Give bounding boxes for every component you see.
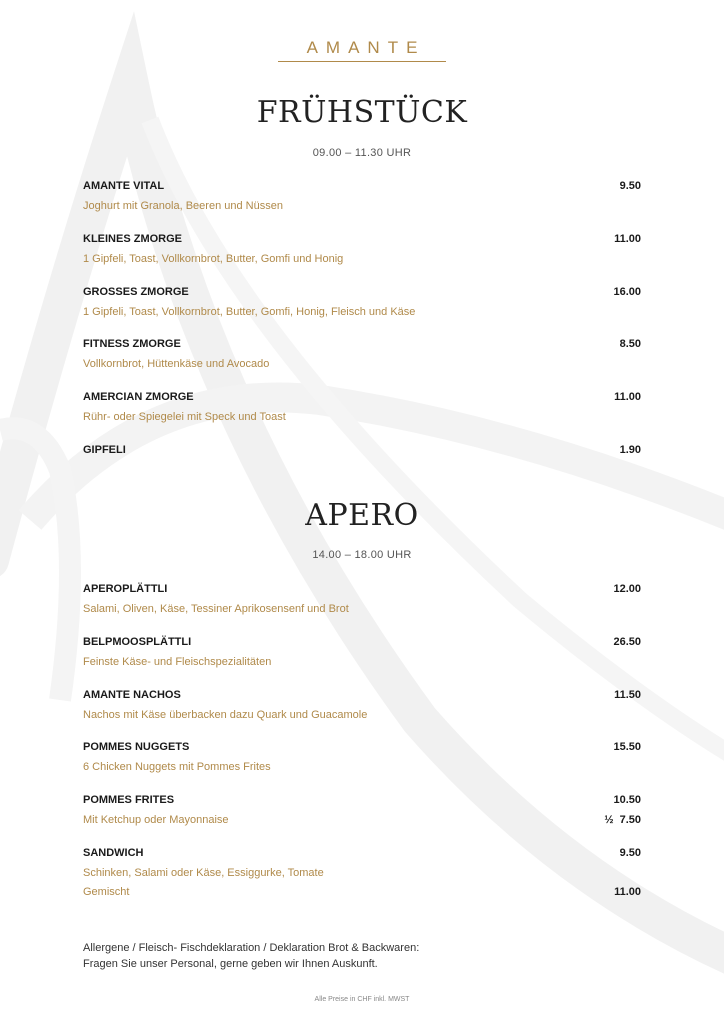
- half-price-value: 7.50: [619, 814, 641, 826]
- breakfast-title: FRÜHSTÜCK: [256, 95, 468, 130]
- item-name: APEROPLÄTTLI: [83, 583, 168, 595]
- item-price: 26.50: [613, 636, 641, 648]
- item-price: 1.90: [619, 444, 641, 456]
- item-price: 10.50: [613, 794, 641, 806]
- item-price: 9.50: [619, 180, 641, 192]
- apero-title: APERO: [305, 498, 419, 533]
- item-variant-price: 11.00: [614, 886, 641, 898]
- item-description: 1 Gipfeli, Toast, Vollkornbrot, Butter, Gomfi und Honig: [83, 253, 344, 265]
- item-name: AMANTE NACHOS: [83, 689, 181, 701]
- item-name: POMMES FRITES: [83, 794, 175, 806]
- item-description: Vollkornbrot, Hüttenkäse und Avocado: [83, 358, 270, 370]
- item-description: 6 Chicken Nuggets mit Pommes Frites: [83, 761, 271, 773]
- half-portion-symbol: ½: [604, 814, 614, 826]
- brand-logo: AMANTE: [306, 38, 426, 57]
- item-name: KLEINES ZMORGE: [83, 233, 183, 245]
- allergen-line-1: Allergene / Fleisch- Fischdeklaration / Deklaration Brot & Backwaren:: [83, 942, 420, 954]
- item-name: POMMES NUGGETS: [83, 741, 190, 753]
- item-variant-description: Gemischt: [83, 886, 130, 898]
- item-description: 1 Gipfeli, Toast, Vollkornbrot, Butter, Gomfi, Honig, Fleisch und Käse: [83, 306, 416, 318]
- item-description: Nachos mit Käse überbacken dazu Quark und Guacamole: [83, 709, 368, 721]
- item-name: AMANTE VITAL: [83, 180, 165, 192]
- item-description: Joghurt mit Granola, Beeren und Nüssen: [83, 200, 283, 212]
- item-description: Schinken, Salami oder Käse, Essiggurke, Tomate: [83, 867, 324, 879]
- item-description: Feinste Käse- und Fleischspezialitäten: [83, 656, 272, 668]
- allergen-notice: [83, 940, 419, 972]
- item-half-price: [604, 814, 641, 826]
- item-name: GIPFELI: [83, 444, 126, 456]
- item-price: 11.50: [614, 689, 641, 701]
- item-price: 9.50: [619, 847, 641, 859]
- item-price: 11.00: [614, 391, 641, 403]
- item-price: 8.50: [619, 338, 641, 350]
- item-price: 15.50: [613, 741, 641, 753]
- item-name: AMERCIAN ZMORGE: [83, 391, 194, 403]
- price-footnote: Alle Preise in CHF inkl. MWST: [314, 996, 410, 1003]
- item-description: Salami, Oliven, Käse, Tessiner Aprikosensenf und Brot: [83, 603, 349, 615]
- item-price: 11.00: [614, 233, 641, 245]
- breakfast-hours: 09.00 – 11.30 UHR: [312, 147, 412, 159]
- item-name: GROSSES ZMORGE: [83, 286, 189, 298]
- item-price: 16.00: [613, 286, 641, 298]
- item-name: BELPMOOSPLÄTTLI: [83, 636, 192, 648]
- apero-hours: 14.00 – 18.00 UHR: [312, 549, 412, 561]
- item-description: Mit Ketchup oder Mayonnaise: [83, 814, 229, 826]
- item-name: FITNESS ZMORGE: [83, 338, 181, 350]
- allergen-line-2: Fragen Sie unser Personal, gerne geben wir Ihnen Auskunft.: [83, 958, 378, 970]
- item-price: 12.00: [613, 583, 641, 595]
- item-description: Rühr- oder Spiegelei mit Speck und Toast: [83, 411, 286, 423]
- logo-underline: [278, 61, 446, 62]
- item-name: SANDWICH: [83, 847, 144, 859]
